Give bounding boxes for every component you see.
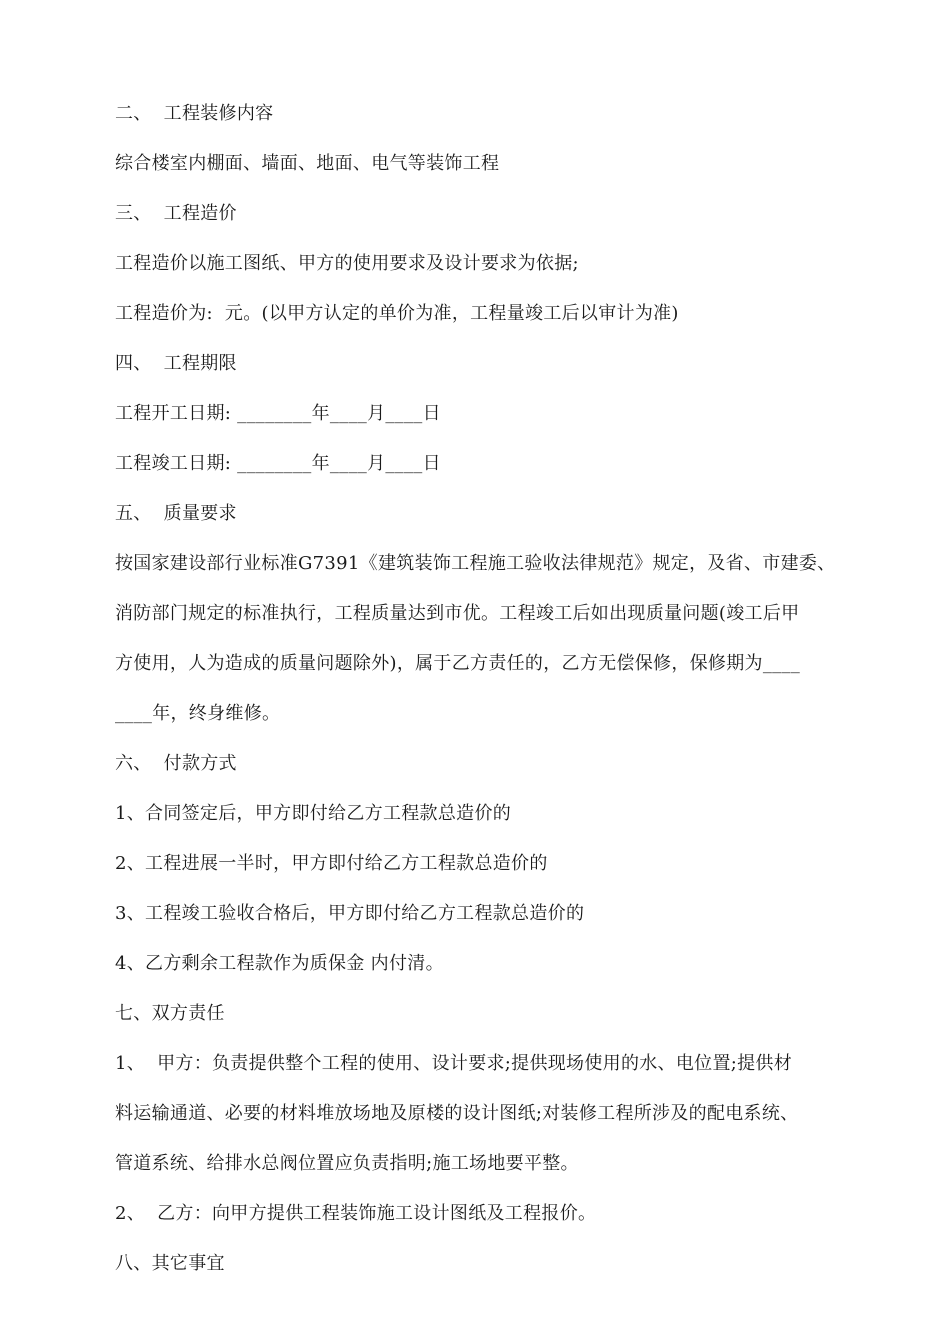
section-heading-6: 六、 付款方式: [115, 753, 237, 774]
party-a-duty-line-2: 料运输通道、必要的材料堆放场地及原楼的设计图纸;对装修工程所涉及的配电系统、: [115, 1103, 799, 1124]
section-heading-5: 五、 质量要求: [115, 503, 237, 524]
party-a-duty-line-1: 1、 甲方：负责提供整个工程的使用、设计要求;提供现场使用的水、电位置;提供材: [115, 1053, 793, 1074]
party-b-duty: 2、 乙方：向甲方提供工程装饰施工设计图纸及工程报价。: [115, 1203, 597, 1224]
section-heading-4: 四、 工程期限: [115, 353, 237, 374]
section-heading-3: 三、 工程造价: [115, 203, 237, 224]
quality-paragraph-line-3: 方使用，人为造成的质量问题除外)，属于乙方责任的，乙方无偿保修，保修期为____: [115, 653, 801, 674]
quality-paragraph-line-1: 按国家建设部行业标准G7391《建筑装饰工程施工验收法律规范》规定，及省、市建委、: [115, 553, 836, 574]
payment-item-4: 4、乙方剩余工程款作为质保金 内付清。: [115, 953, 444, 974]
paragraph-cost-basis: 工程造价以施工图纸、甲方的使用要求及设计要求为依据;: [115, 253, 579, 274]
start-date-line: 工程开工日期: ________年____月____日: [115, 403, 441, 424]
section-heading-7: 七、双方责任: [115, 1003, 225, 1024]
payment-item-2: 2、工程进展一半时，甲方即付给乙方工程款总造价的: [115, 853, 548, 874]
paragraph-cost-amount: 工程造价为: 元。(以甲方认定的单价为准，工程量竣工后以审计为准): [115, 303, 679, 324]
section-heading-8: 八、其它事宜: [115, 1253, 225, 1274]
party-a-duty-line-3: 管道系统、给排水总阀位置应负责指明;施工场地要平整。: [115, 1153, 579, 1174]
completion-date-line: 工程竣工日期: ________年____月____日: [115, 453, 441, 474]
quality-paragraph-line-2: 消防部门规定的标准执行，工程质量达到市优。工程竣工后如出现质量问题(竣工后甲: [115, 603, 800, 624]
payment-item-3: 3、工程竣工验收合格后，甲方即付给乙方工程款总造价的: [115, 903, 585, 924]
section-heading-2: 二、 工程装修内容: [115, 103, 274, 124]
quality-paragraph-line-4: ____年，终身维修。: [115, 703, 281, 724]
paragraph-scope: 综合楼室内棚面、墙面、地面、电气等装饰工程: [115, 153, 500, 174]
payment-item-1: 1、合同签定后，甲方即付给乙方工程款总造价的: [115, 803, 512, 824]
